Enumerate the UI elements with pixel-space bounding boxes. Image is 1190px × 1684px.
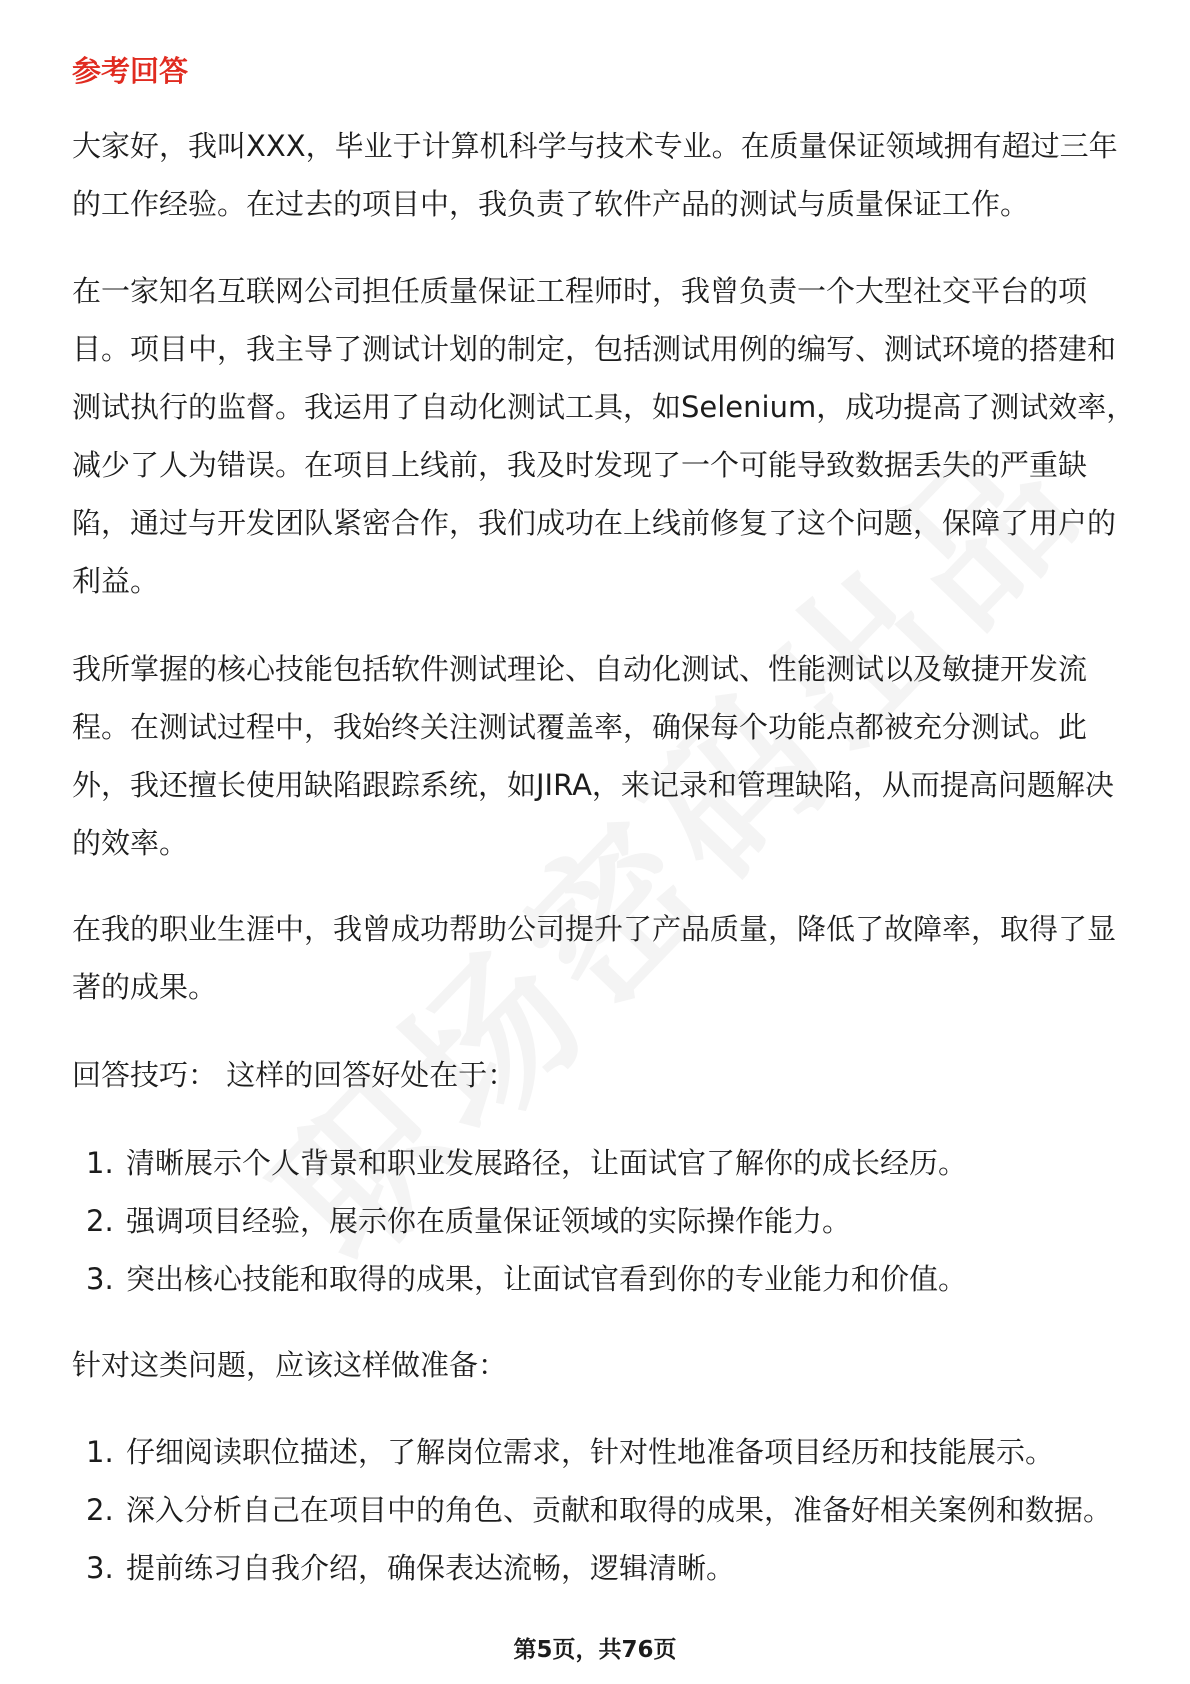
paragraph-project	[72, 262, 1135, 610]
list-number: 1.	[86, 1435, 114, 1469]
paragraph-line: 利益。	[72, 564, 160, 598]
list-number: 2.	[86, 1204, 114, 1238]
paragraph-line: 著的成果。	[72, 970, 218, 1004]
tips-title	[72, 1046, 516, 1104]
paragraph-skills	[72, 640, 1114, 872]
list-number: 1.	[86, 1146, 114, 1180]
list-item-text: 提前练习自我介绍，确保表达流畅，逻辑清晰。	[126, 1551, 736, 1585]
list-item-text: 清晰展示个人背景和职业发展路径，让面试官了解你的成长经历。	[126, 1146, 968, 1180]
paragraph-line: 测试执行的监督。我运用了自动化测试工具，如Selenium，成功提高了测试效率，	[72, 390, 1136, 424]
list-item-text: 突出核心技能和取得的成果，让面试官看到你的专业能力和价值。	[126, 1262, 968, 1296]
list-item	[72, 1423, 1112, 1481]
paragraph-line: 在我的职业生涯中，我曾成功帮助公司提升了产品质量，降低了故障率，取得了显	[72, 912, 1117, 946]
list-item	[72, 1134, 967, 1192]
list-number: 3.	[86, 1262, 114, 1296]
list-number: 2.	[86, 1493, 114, 1527]
paragraph-achievements	[72, 900, 1116, 1016]
paragraph-line: 在一家知名互联网公司担任质量保证工程师时，我曾负责一个大型社交平台的项	[72, 274, 1088, 308]
list-item	[72, 1192, 967, 1250]
tips-list	[72, 1134, 967, 1308]
paragraph-intro	[72, 117, 1118, 233]
paragraph-line: 减少了人为错误。在项目上线前，我及时发现了一个可能导致数据丢失的严重缺	[72, 448, 1088, 482]
page-footer: 第5页，共76页	[513, 1637, 677, 1663]
list-item-text: 仔细阅读职位描述，了解岗位需求，针对性地准备项目经历和技能展示。	[126, 1435, 1055, 1469]
list-item	[72, 1250, 967, 1308]
paragraph-line: 目。项目中，我主导了测试计划的制定，包括测试用例的编写、测试环境的搭建和	[72, 332, 1117, 366]
tips-title-text: 回答技巧： 这样的回答好处在于：	[72, 1058, 517, 1092]
paragraph-line: 大家好，我叫XXX，毕业于计算机科学与技术专业。在质量保证领域拥有超过三年	[72, 129, 1118, 163]
prep-list	[72, 1423, 1112, 1597]
paragraph-line: 的效率。	[72, 826, 189, 860]
list-item	[72, 1481, 1112, 1539]
prep-title	[72, 1336, 507, 1394]
list-item-text: 强调项目经验，展示你在质量保证领域的实际操作能力。	[126, 1204, 852, 1238]
prep-title-text: 针对这类问题，应该这样做准备：	[72, 1348, 508, 1382]
list-item	[72, 1539, 1112, 1597]
paragraph-line: 外，我还擅长使用缺陷跟踪系统，如JIRA，来记录和管理缺陷，从而提高问题解决	[72, 768, 1114, 802]
list-item-text: 深入分析自己在项目中的角色、贡献和取得的成果，准备好相关案例和数据。	[126, 1493, 1113, 1527]
list-number: 3.	[86, 1551, 114, 1585]
paragraph-line: 陷，通过与开发团队紧密合作，我们成功在上线前修复了这个问题，保障了用户的	[72, 506, 1117, 540]
paragraph-line: 程。在测试过程中，我始终关注测试覆盖率，确保每个功能点都被充分测试。此	[72, 710, 1088, 744]
paragraph-line: 的工作经验。在过去的项目中，我负责了软件产品的测试与质量保证工作。	[72, 187, 1030, 221]
paragraph-line: 我所掌握的核心技能包括软件测试理论、自动化测试、性能测试以及敏捷开发流	[72, 652, 1088, 686]
section-heading: 参考回答	[72, 54, 189, 88]
